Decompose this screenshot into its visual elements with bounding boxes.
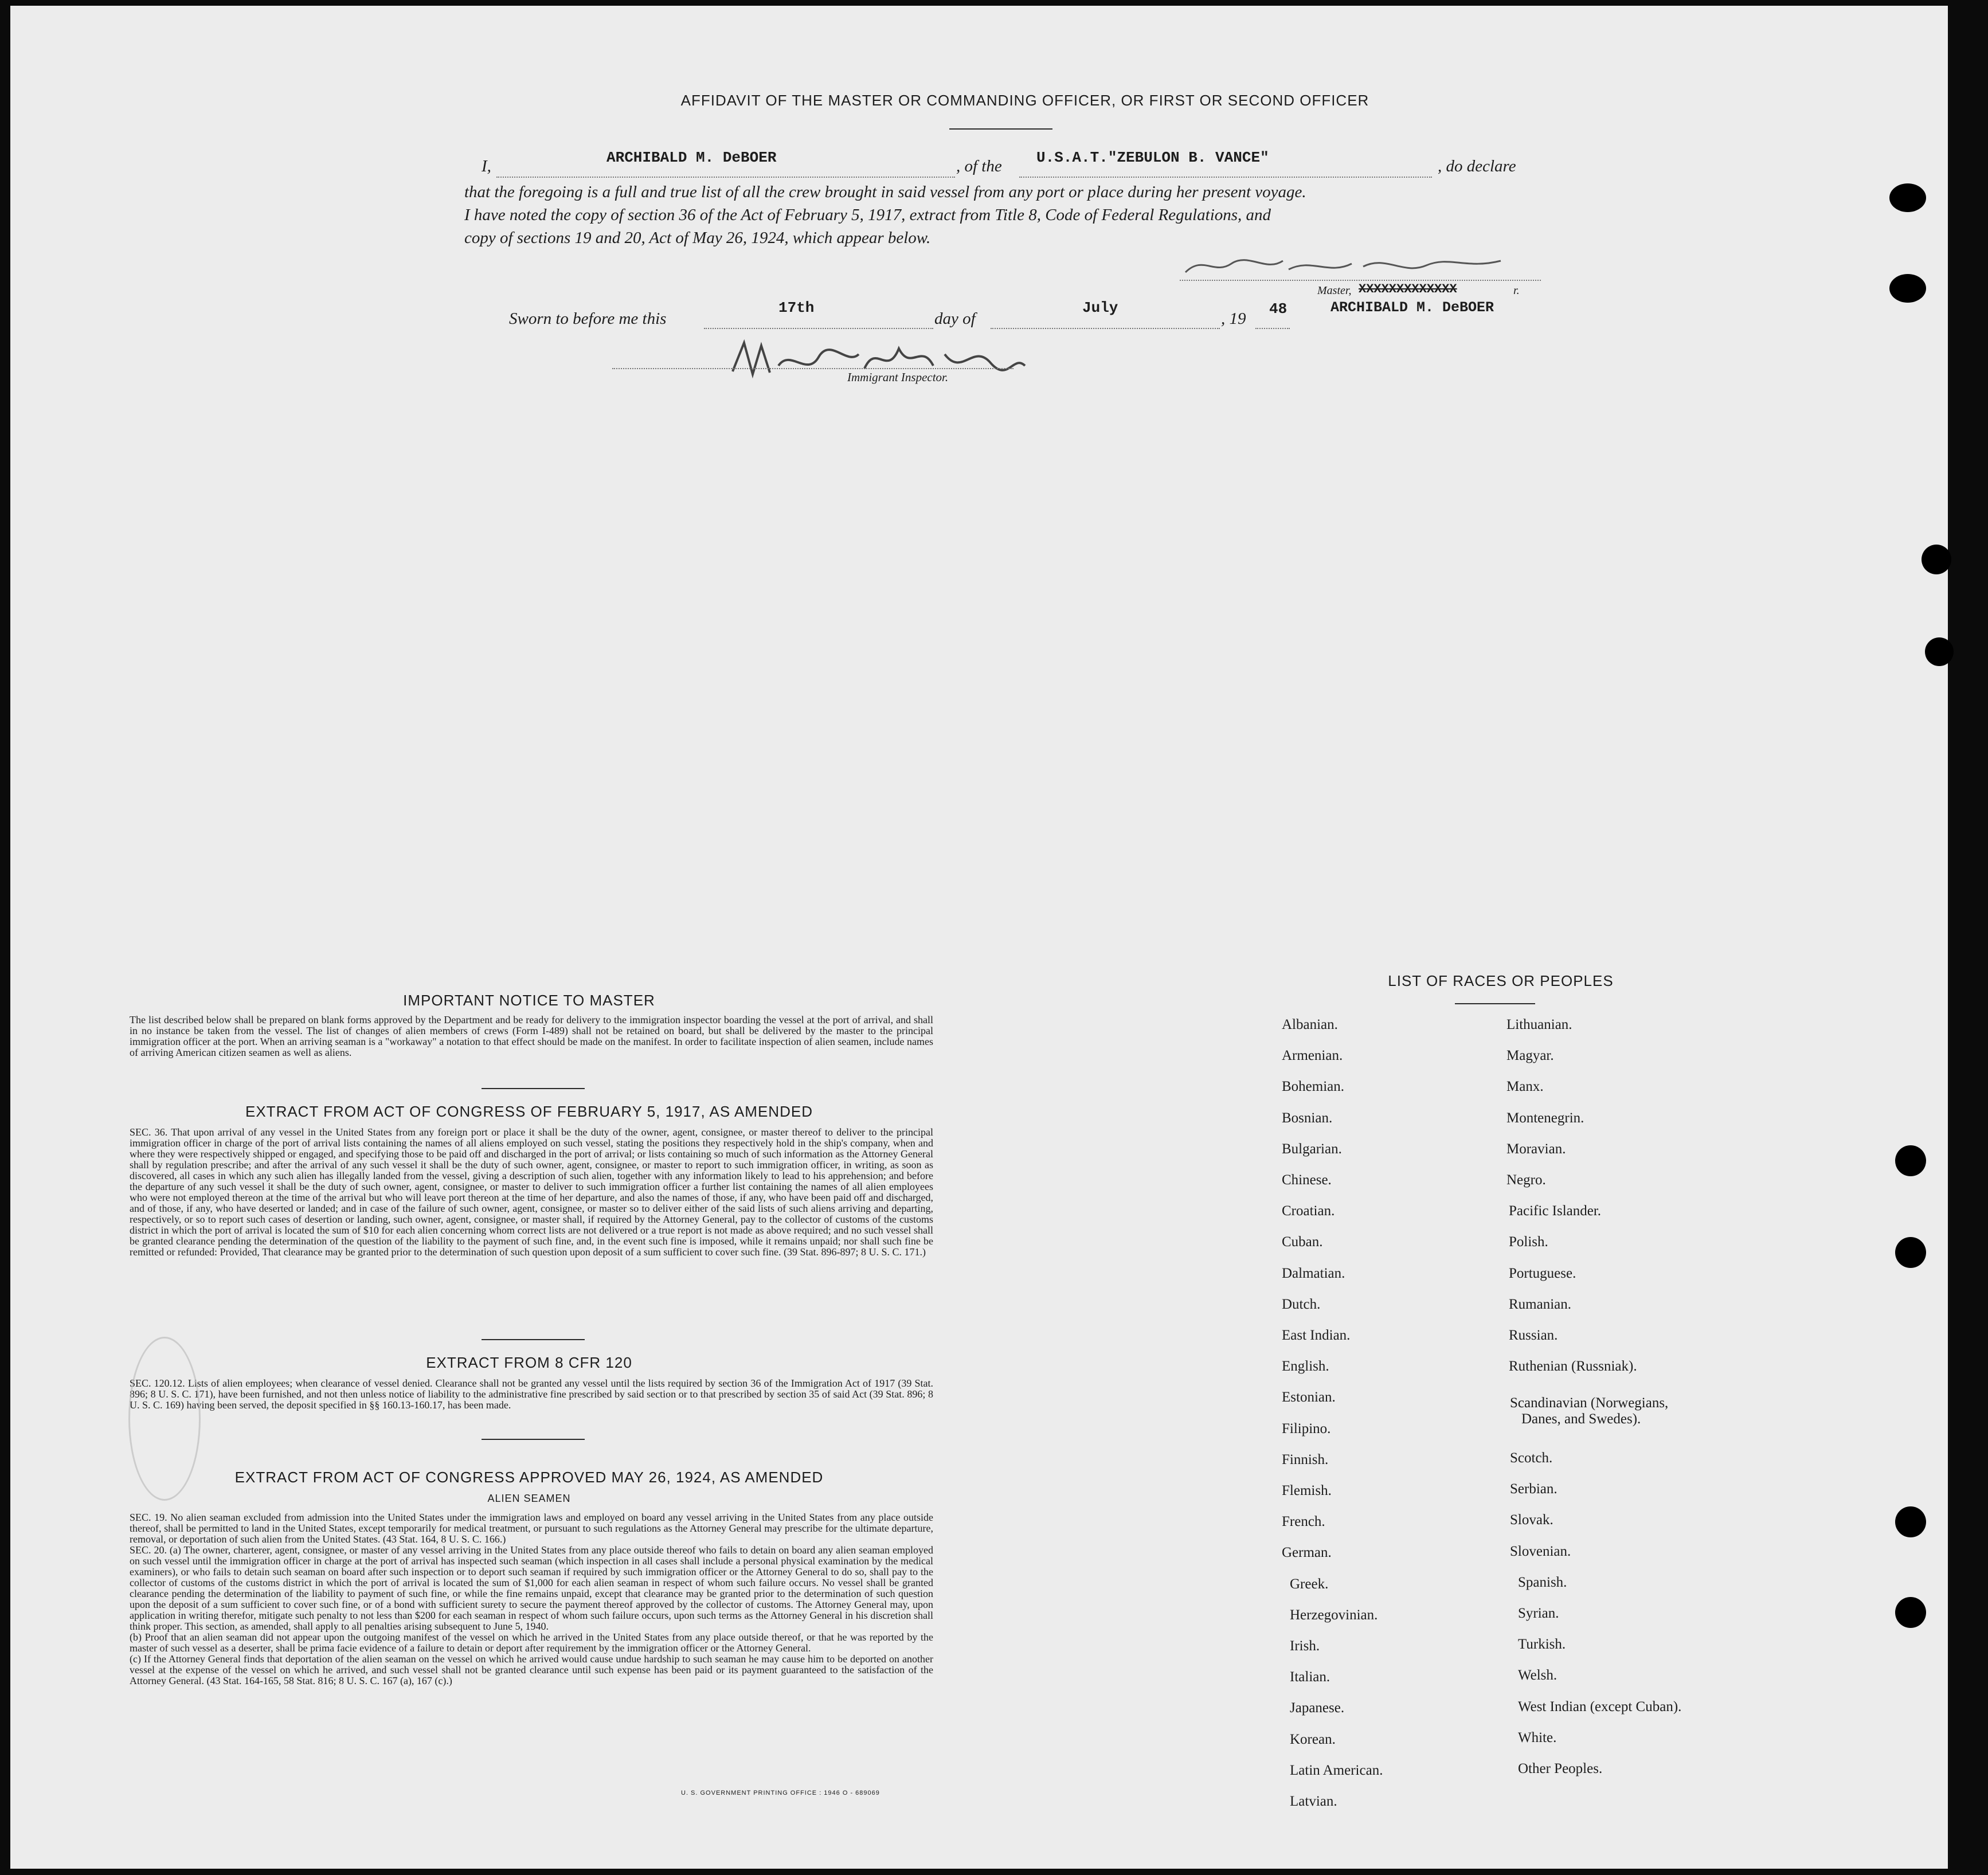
sec-19-text: SEC. 19. No alien seaman excluded from admission into the United States under the immigration laws and employed on board any vessel arriving in the United States from any place outside thereof, shall be permitted to land in the United States, except temporarily for medical treatment, or pursuant to such regulations as the Attorney General may prescribe for the ultimate departure, removal, or deportation of such alien from the United States. (43 Stat. 164, 8 U. S. C. 166.) [130, 1512, 933, 1545]
manifest-page [10, 6, 1948, 1869]
sworn-label: Sworn to before me this [509, 310, 667, 328]
race-left-item: Estonian. [1282, 1389, 1336, 1406]
binder-hole-3 [1922, 545, 1951, 574]
race-right-item: Lithuanian. [1506, 1017, 1572, 1032]
binder-hole-7 [1895, 1506, 1926, 1537]
extract-1924-body [130, 1512, 933, 1686]
i-label: I, [482, 157, 491, 175]
title-rule [949, 128, 1052, 130]
notice-text: The list described below shall be prepared on blank forms approved by the Department and be ready for delivery to the immigration inspector boarding the vessel at the port of arrival, and shall in no instance be taken from the vessel. The list of changes of alien members of crews (Form I-489) shall not be retained on board, but shall be delivered by the master to the principal immigration officer at the port. When an arriving seaman is a "workaway" a notation to that effect should be made on the manifest. In order to facilitate inspection of alien seamen, include names of arriving American citizen seamen as well as aliens. [130, 1014, 933, 1058]
binder-hole-1 [1889, 183, 1926, 212]
race-left-item: Albanian. [1282, 1017, 1338, 1032]
race-left-item: Finnish. [1282, 1451, 1329, 1467]
race-left-item: German. [1282, 1545, 1332, 1561]
race-right-item: Ruthenian (Russniak). [1509, 1359, 1637, 1375]
race-left-item: Croatian. [1282, 1203, 1335, 1219]
race-right-item: Pacific Islander. [1509, 1203, 1602, 1219]
year-dotted-line [1255, 328, 1290, 329]
binder-hole-5 [1895, 1145, 1926, 1176]
declaration-line-1: that the foregoing is a full and true list of all the crew brought in said vessel from any port or place during her present voyage. [464, 183, 1306, 201]
race-left-item: Greek. [1290, 1576, 1329, 1592]
race-right-item: White. [1518, 1729, 1557, 1745]
name-dotted-line [496, 177, 955, 178]
race-scandinavian-line-1: Scandinavian (Norwegians, [1510, 1395, 1669, 1411]
extract-cfr-text: SEC. 120.12. Lists of alien employees; when clearance of vessel denied. Clearance shall not be granted any vessel until the lists required by section 36 of the Immigration Act of 1917 (39 Stat. 896; 8 U. S. C. 171), have been furnished, and not then unless notice of liability to the administrative fine prescribed by said section or to that prescribed by section 35 of said Act (39 Stat. 896; 8 U. S. C. 169) having been served, the deposit specified in §§ 160.13-160.17, has been made. [130, 1377, 933, 1411]
race-right-item: Slovenian. [1510, 1543, 1571, 1559]
race-right-item: Negro. [1506, 1172, 1546, 1188]
race-right-item: Moravian. [1506, 1141, 1566, 1157]
race-left-item: Latvian. [1290, 1794, 1337, 1809]
binder-hole-2 [1889, 274, 1926, 303]
race-right-item: Polish. [1509, 1234, 1548, 1250]
race-left-item: Dalmatian. [1282, 1265, 1345, 1281]
master-title-label: Master, [1317, 284, 1352, 297]
race-right-item: West Indian (except Cuban). [1518, 1698, 1682, 1714]
race-right-item: Manx. [1506, 1079, 1544, 1095]
master-signature-line [1180, 280, 1541, 281]
extract-1924-title: EXTRACT FROM ACT OF CONGRESS APPROVED MAY 26, 1924, AS AMENDED [234, 1469, 824, 1486]
race-left-item: Italian. [1290, 1669, 1330, 1685]
race-left-item: Japanese. [1290, 1700, 1345, 1716]
inspector-signature-line [612, 368, 1013, 369]
race-left-item: Dutch. [1282, 1296, 1321, 1312]
race-right-item: Serbian. [1510, 1481, 1557, 1497]
master-signature [1180, 249, 1512, 284]
sec-20a-text: SEC. 20. (a) The owner, charterer, agent, consignee, or master of any vessel arriving in the United States from any place outside thereof who fails to detain on board any alien seaman employed on such vessel until the immigration officer in charge at the port of arrival has inspected such seaman (which inspection in all cases shall include a personal physical examination by the medical examiners), or who fails to detain such seaman on board after such inspection or to deport such seaman if required by such immigration officer or the Attorney General to do so, shall pay to the collector of customs of the customs district in which the port of arrival is located the sum of $1,000 for each alien seaman in respect of whom such failure occurs. No vessel shall be granted clearance pending the determination of the liability to payment of such fine, or while the fine remains unpaid, except that clearance may be granted prior to the determination of such question upon the deposit of a sum sufficient to cover such fine, or of a bond with sufficient surety to secure the payment thereof approved by the collector of customs. The Attorney General may, upon application in writing therefor, mitigate such penalty to not less than $200 for each seaman in respect of whom such failure occurs, upon such terms as the Attorney General in his discretion shall think proper. This section, as amended, shall apply to all penalties arising subsequent to June 5, 1940. [130, 1544, 933, 1632]
extract-cfr-rule [482, 1439, 585, 1440]
sec-20b-text: (b) Proof that an alien seaman did not appear upon the outgoing manifest of the vessel on which he arrived in the United States from any place outside thereof, or that he was reported by the master of such vessel as a deserter, shall be prima facie evidence of a failure to detain or deport after requirement by the immigration officer or the Attorney General. [130, 1631, 933, 1654]
month-dotted-line [991, 328, 1220, 329]
race-right-item: Rumanian. [1509, 1296, 1572, 1312]
race-right-item: Welsh. [1518, 1667, 1557, 1684]
races-title-rule [1455, 1003, 1535, 1004]
race-right-item: Syrian. [1518, 1606, 1559, 1621]
race-left-item: Latin American. [1290, 1762, 1383, 1778]
race-right-item: Other Peoples. [1518, 1761, 1603, 1776]
race-right-item: Spanish. [1518, 1574, 1567, 1590]
master-name-field: ARCHIBALD M. DeBOER [606, 149, 777, 166]
inspector-title: Immigrant Inspector. [847, 370, 949, 384]
race-left-item: Herzegovinian. [1290, 1607, 1378, 1623]
sworn-day-field: 17th [778, 299, 815, 316]
affidavit-title: AFFIDAVIT OF THE MASTER OR COMMANDING OFFICER, OR FIRST OR SECOND OFFICER [680, 92, 1369, 109]
printer-imprint: U. S. GOVERNMENT PRINTING OFFICE : 1946 O - 689069 [681, 1790, 880, 1796]
race-left-item: Bosnian. [1282, 1110, 1333, 1126]
race-left-item: French. [1282, 1514, 1325, 1530]
race-left-item: English. [1282, 1359, 1329, 1375]
race-left-item: Bulgarian. [1282, 1141, 1342, 1157]
race-right-item: Russian. [1509, 1328, 1558, 1343]
extract-cfr-title: EXTRACT FROM 8 CFR 120 [426, 1354, 632, 1371]
binder-hole-4 [1925, 637, 1954, 666]
race-right-item: Scotch. [1510, 1450, 1553, 1466]
race-left-item: Flemish. [1282, 1483, 1332, 1498]
race-left-item: Bohemian. [1282, 1079, 1345, 1095]
notice-title: IMPORTANT NOTICE TO MASTER [403, 992, 655, 1009]
day-dotted-line [704, 328, 933, 329]
race-right-item: Magyar. [1506, 1048, 1554, 1064]
year-prefix-label: , 19 [1221, 310, 1246, 328]
race-left-item: Irish. [1290, 1638, 1320, 1654]
notice-rule [482, 1088, 585, 1089]
day-of-label: day of [934, 310, 976, 328]
race-right-item: Turkish. [1518, 1637, 1566, 1653]
sworn-month-field: July [1082, 299, 1118, 316]
sworn-year-field: 48 [1269, 300, 1287, 318]
races-title: LIST OF RACES OR PEOPLES [1388, 972, 1614, 989]
race-scandinavian-line-2: Danes, and Swedes). [1521, 1411, 1641, 1427]
race-left-item: East Indian. [1282, 1328, 1351, 1343]
extract-1924-subtitle: ALIEN SEAMEN [487, 1493, 571, 1504]
declaration-text [464, 181, 1553, 249]
race-left-item: Cuban. [1282, 1234, 1323, 1250]
extract-1917-title: EXTRACT FROM ACT OF CONGRESS OF FEBRUARY 5, 1917, AS AMENDED [245, 1103, 813, 1120]
race-left-item: Armenian. [1282, 1048, 1343, 1064]
extract-1917-text: SEC. 36. That upon arrival of any vessel in the United States from any foreign port or place it shall be the duty of the owner, agent, consignee, or master thereof to deliver to the principal immigration officer in charge of the port of arrival lists containing the names of all aliens employed on such vessel, stating the positions they respectively hold in the ship's company, when and where they were respectively shipped or engaged, and specifying those to be paid off and discharged in the port of arrival; or lists containing so much of such information as the Attorney General shall by regulation prescribe; and after the arrival of any such vessel it shall be the duty of such owner, agent, consignee, or master to report to such immigration officer, in writing, as soon as discovered, all cases in which any such alien has illegally landed from the vessel, giving a description of such alien, together with any information likely to lead to his apprehension; and before the departure of any such vessel it shall be the duty of such owner, agent, consignee, or master to deliver to such immigration officer a further list containing the names of all alien employees who were not employed thereon at the time of the arrival but who will leave port thereon at the time of her departure, and also the names of those, if any, who have been paid off and discharged, and of those, if any, who have deserted or landed; and in case of the failure of such owner, agent, consignee, or master so to deliver either of the said lists of such aliens arriving and departing, respectively, or so to report such cases of desertion or landing, such owner, agent, consignee, or master shall, if required by the Attorney General, pay to the collector of customs of the customs district in which the port of arrival is located the sum of $10 for each alien concerning whom correct lists are not delivered or a true report is not made as above required; and no such vessel shall be granted clearance pending the determination of the question of the liability to the payment of such fine, and, in the event such fine is imposed, while it remains unpaid; nor shall such fine be remitted or refunded: Provided, That clearance may be granted prior to the determination of such question upon deposit of a sum sufficient to cover such fine. (39 Stat. 896-897; 8 U. S. C. 171.) [130, 1126, 933, 1258]
master-typed-name: ARCHIBALD M. DeBOER [1330, 299, 1494, 316]
race-right-item: Montenegrin. [1506, 1110, 1584, 1126]
race-left-item: Filipino. [1282, 1420, 1331, 1436]
do-declare-label: , do declare [1438, 157, 1516, 175]
race-left-item: Chinese. [1282, 1172, 1332, 1188]
extract-1917-rule [482, 1339, 585, 1340]
vessel-dotted-line [1019, 177, 1432, 178]
sec-20c-text: (c) If the Attorney General finds that deportation of the alien seaman on the vessel on which he arrived would cause undue hardship to such seaman he may cause him to be deported on another vessel at the expense of the vessel on which he arrived, and such vessel shall not be granted clearance until such expense has been paid or its payment guaranteed to the satisfaction of the Attorney General. (43 Stat. 164-165, 58 Stat. 816; 8 U. S. C. 167 (a), 167 (c).) [130, 1653, 933, 1686]
race-right-item: Slovak. [1510, 1512, 1553, 1528]
master-title-suffix: r. [1513, 284, 1520, 297]
vessel-name-field: U.S.A.T."ZEBULON B. VANCE" [1036, 149, 1269, 166]
declaration-line-3: copy of sections 19 and 20, Act of May 26, 1924, which appear below. [464, 229, 931, 247]
master-title-struck: XXXXXXXXXXXXX [1359, 282, 1457, 296]
race-left-item: Korean. [1290, 1731, 1336, 1747]
binder-hole-8 [1895, 1597, 1926, 1628]
race-right-item: Portuguese. [1509, 1265, 1576, 1281]
declaration-line-2: I have noted the copy of section 36 of the Act of February 5, 1917, extract from Title 8, Code of Federal Regulations, and [464, 206, 1271, 224]
of-the-label: , of the [956, 157, 1002, 175]
binder-hole-6 [1895, 1237, 1926, 1268]
